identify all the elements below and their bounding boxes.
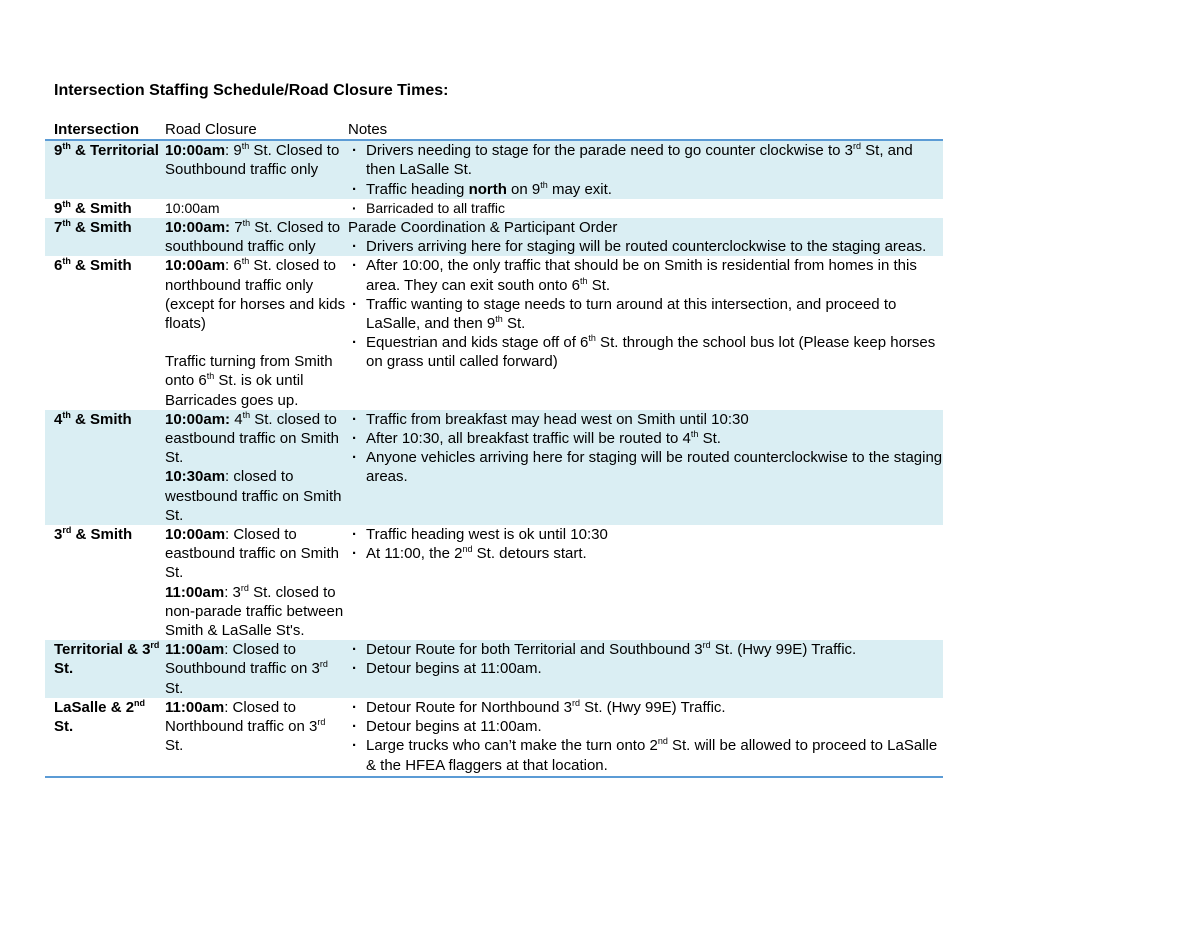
note-item: · At 11:00, the 2nd St. detours start.	[348, 544, 943, 563]
closure-cell: 10:00am: Closed to eastbound traffic on Smith St. 11:00am: 3rd St. closed to non-parade traffic between Smith & LaSalle St's.	[165, 526, 344, 640]
table-row	[45, 410, 943, 525]
intersection-cell: 3rd & Smith	[54, 525, 133, 544]
closure-cell: 10:00am: 4th St. closed to eastbound traffic on Smith St. 10:30am: closed to westbound traffic on Smith St.	[163, 410, 347, 525]
intersection-cell: 9th & Smith	[54, 198, 132, 217]
closure-cell: 11:00am: Closed to Southbound traffic on 3rd St.	[163, 640, 347, 698]
note-item: · Detour begins at 11:00am.	[348, 717, 943, 736]
schedule-table	[45, 119, 943, 778]
note-item: · Traffic from breakfast may head west on Smith until 10:30	[348, 410, 943, 429]
table-row	[45, 218, 943, 256]
note-item: · Drivers arriving here for staging will be routed counterclockwise to the staging areas.	[348, 237, 943, 256]
closure-cell: 10:00am: 7th St. Closed to southbound traffic only	[163, 218, 347, 256]
table-row	[45, 525, 943, 640]
closure-cell: 10:00am	[165, 199, 220, 216]
notes-cell	[347, 199, 943, 218]
table-row	[45, 698, 943, 777]
note-item: · Traffic wanting to stage needs to turn around at this intersection, and proceed to LaSalle, and then 9th St.	[348, 295, 943, 333]
intersection-cell: Territorial & 3rd St.	[45, 640, 163, 698]
notes-cell	[347, 410, 943, 525]
closure-cell: 11:00am: Closed to Northbound traffic on 3rd St.	[163, 698, 347, 777]
notes-cell	[347, 218, 943, 256]
note-item: · Detour begins at 11:00am.	[348, 659, 943, 678]
table-row	[45, 199, 943, 218]
note-item: · Anyone vehicles arriving here for staging will be routed counterclockwise to the staging areas.	[348, 448, 943, 486]
notes-cell	[347, 256, 943, 409]
note-item: · After 10:00, the only traffic that should be on Smith is residential from homes in this area. They can exit south onto 6th St.	[348, 256, 943, 294]
table-header-row	[45, 119, 943, 140]
closure-cell: 10:00am: 6th St. closed to northbound traffic only (except for horses and kids floats) Traffic turning from Smith onto 6th St. is ok until Barricades goes up.	[165, 256, 346, 409]
note-item: · Equestrian and kids stage off of 6th St. through the school bus lot (Please keep horses on grass until called forward)	[348, 333, 943, 371]
intersection-cell: LaSalle & 2nd St.	[45, 698, 163, 777]
notes-cell	[347, 525, 943, 640]
notes-cell	[347, 640, 943, 698]
intersection-cell: 4th & Smith	[45, 410, 163, 525]
table-row	[45, 256, 943, 409]
closure-cell: 10:00am: 9th St. Closed to Southbound traffic only	[163, 140, 347, 199]
note-item: · Large trucks who can’t make the turn onto 2nd St. will be allowed to proceed to LaSalle & the HFEA flaggers at that location.	[348, 736, 943, 774]
note-item: · Detour Route for Northbound 3rd St. (Hwy 99E) Traffic.	[348, 698, 943, 717]
notes-lead: Parade Coordination & Participant Order	[348, 219, 618, 237]
note-item: · After 10:30, all breakfast traffic will be routed to 4th St.	[348, 429, 943, 448]
header-notes: Notes	[347, 119, 943, 140]
note-item: · Detour Route for both Territorial and Southbound 3rd St. (Hwy 99E) Traffic.	[348, 640, 943, 659]
note-item: · Drivers needing to stage for the parade need to go counter clockwise to 3rd St, and then LaSalle St.	[348, 141, 943, 179]
header-road-closure: Road Closure	[163, 119, 347, 140]
header-intersection: Intersection	[45, 119, 163, 140]
page-title: Intersection Staffing Schedule/Road Closure Times:	[54, 82, 449, 99]
table-row	[45, 140, 943, 199]
intersection-cell: 7th & Smith	[45, 218, 163, 256]
note-item: · Traffic heading north on 9th may exit.	[348, 180, 943, 199]
note-item: · Traffic heading west is ok until 10:30	[348, 525, 943, 544]
note-item: · Barricaded to all traffic	[348, 199, 943, 218]
intersection-cell: 9th & Territorial	[45, 140, 163, 199]
table-row	[45, 640, 943, 698]
notes-cell	[347, 140, 943, 199]
intersection-cell: 6th & Smith	[54, 256, 132, 275]
notes-cell	[347, 698, 943, 777]
